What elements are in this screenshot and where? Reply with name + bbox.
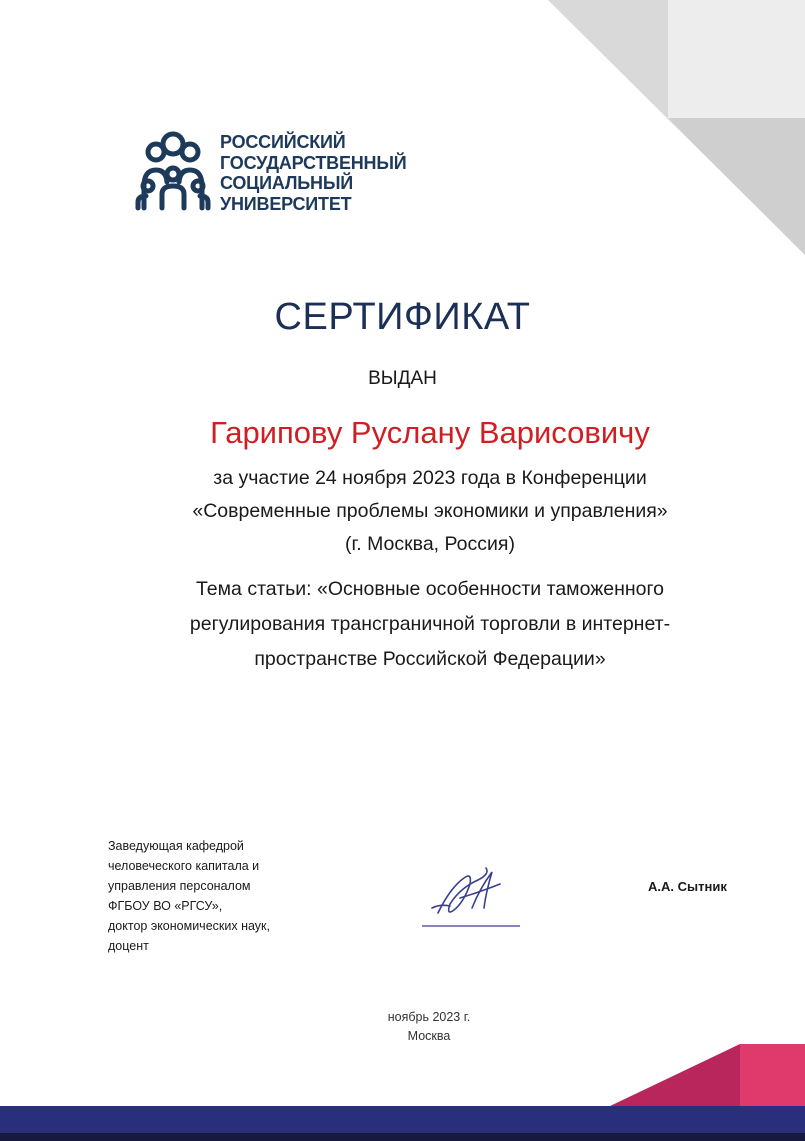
signer-name: А.А. Сытник: [648, 879, 727, 894]
signer-position-line: ФГБОУ ВО «РГСУ»,: [108, 899, 223, 913]
signer-position-line: Заведующая кафедрой: [108, 839, 244, 853]
signer-position-line: доктор экономических наук,: [108, 919, 270, 933]
issued-label: ВЫДАН: [368, 368, 437, 389]
topic-line: регулирования трансграничной торговли в интернет-: [189, 613, 671, 635]
signer-position-line: доцент: [108, 939, 149, 953]
university-logo: [134, 130, 434, 215]
bottom-bar-shadow: [0, 1133, 805, 1141]
conference-name: «Современные проблемы экономики и управления»: [192, 500, 668, 522]
signer-position-line: управления персоналом: [108, 879, 251, 893]
university-name: [220, 132, 407, 214]
topic-line: Тема статьи: «Основные особенности таможенного: [195, 578, 665, 600]
signature: [420, 858, 530, 933]
conference-location: (г. Москва, Россия): [345, 533, 515, 555]
participation-line: за участие 24 ноября 2023 года в Конференции: [213, 467, 647, 489]
issue-date-place: [0, 1008, 805, 1046]
topic-line: пространстве Российской Федерации»: [254, 648, 606, 670]
certificate-title: СЕРТИФИКАТ: [274, 296, 531, 338]
recipient-name: Гарипову Руслану Варисовичу: [210, 415, 650, 450]
university-name-line: УНИВЕРСИТЕТ: [220, 193, 352, 214]
signer-position-line: человеческого капитала и: [108, 859, 260, 873]
university-name-line: СОЦИАЛЬНЫЙ: [220, 173, 353, 193]
issue-city: Москва: [407, 1029, 451, 1043]
signer-position: [108, 836, 270, 956]
university-name-line: ГОСУДАРСТВЕННЫЙ: [220, 152, 407, 173]
article-topic: [0, 572, 805, 677]
people-family-icon: [134, 130, 212, 212]
participation-text: [0, 462, 805, 561]
university-name-line: РОССИЙСКИЙ: [220, 132, 346, 152]
issue-date: ноябрь 2023 г.: [387, 1010, 471, 1024]
bottom-bar: [0, 1106, 805, 1141]
